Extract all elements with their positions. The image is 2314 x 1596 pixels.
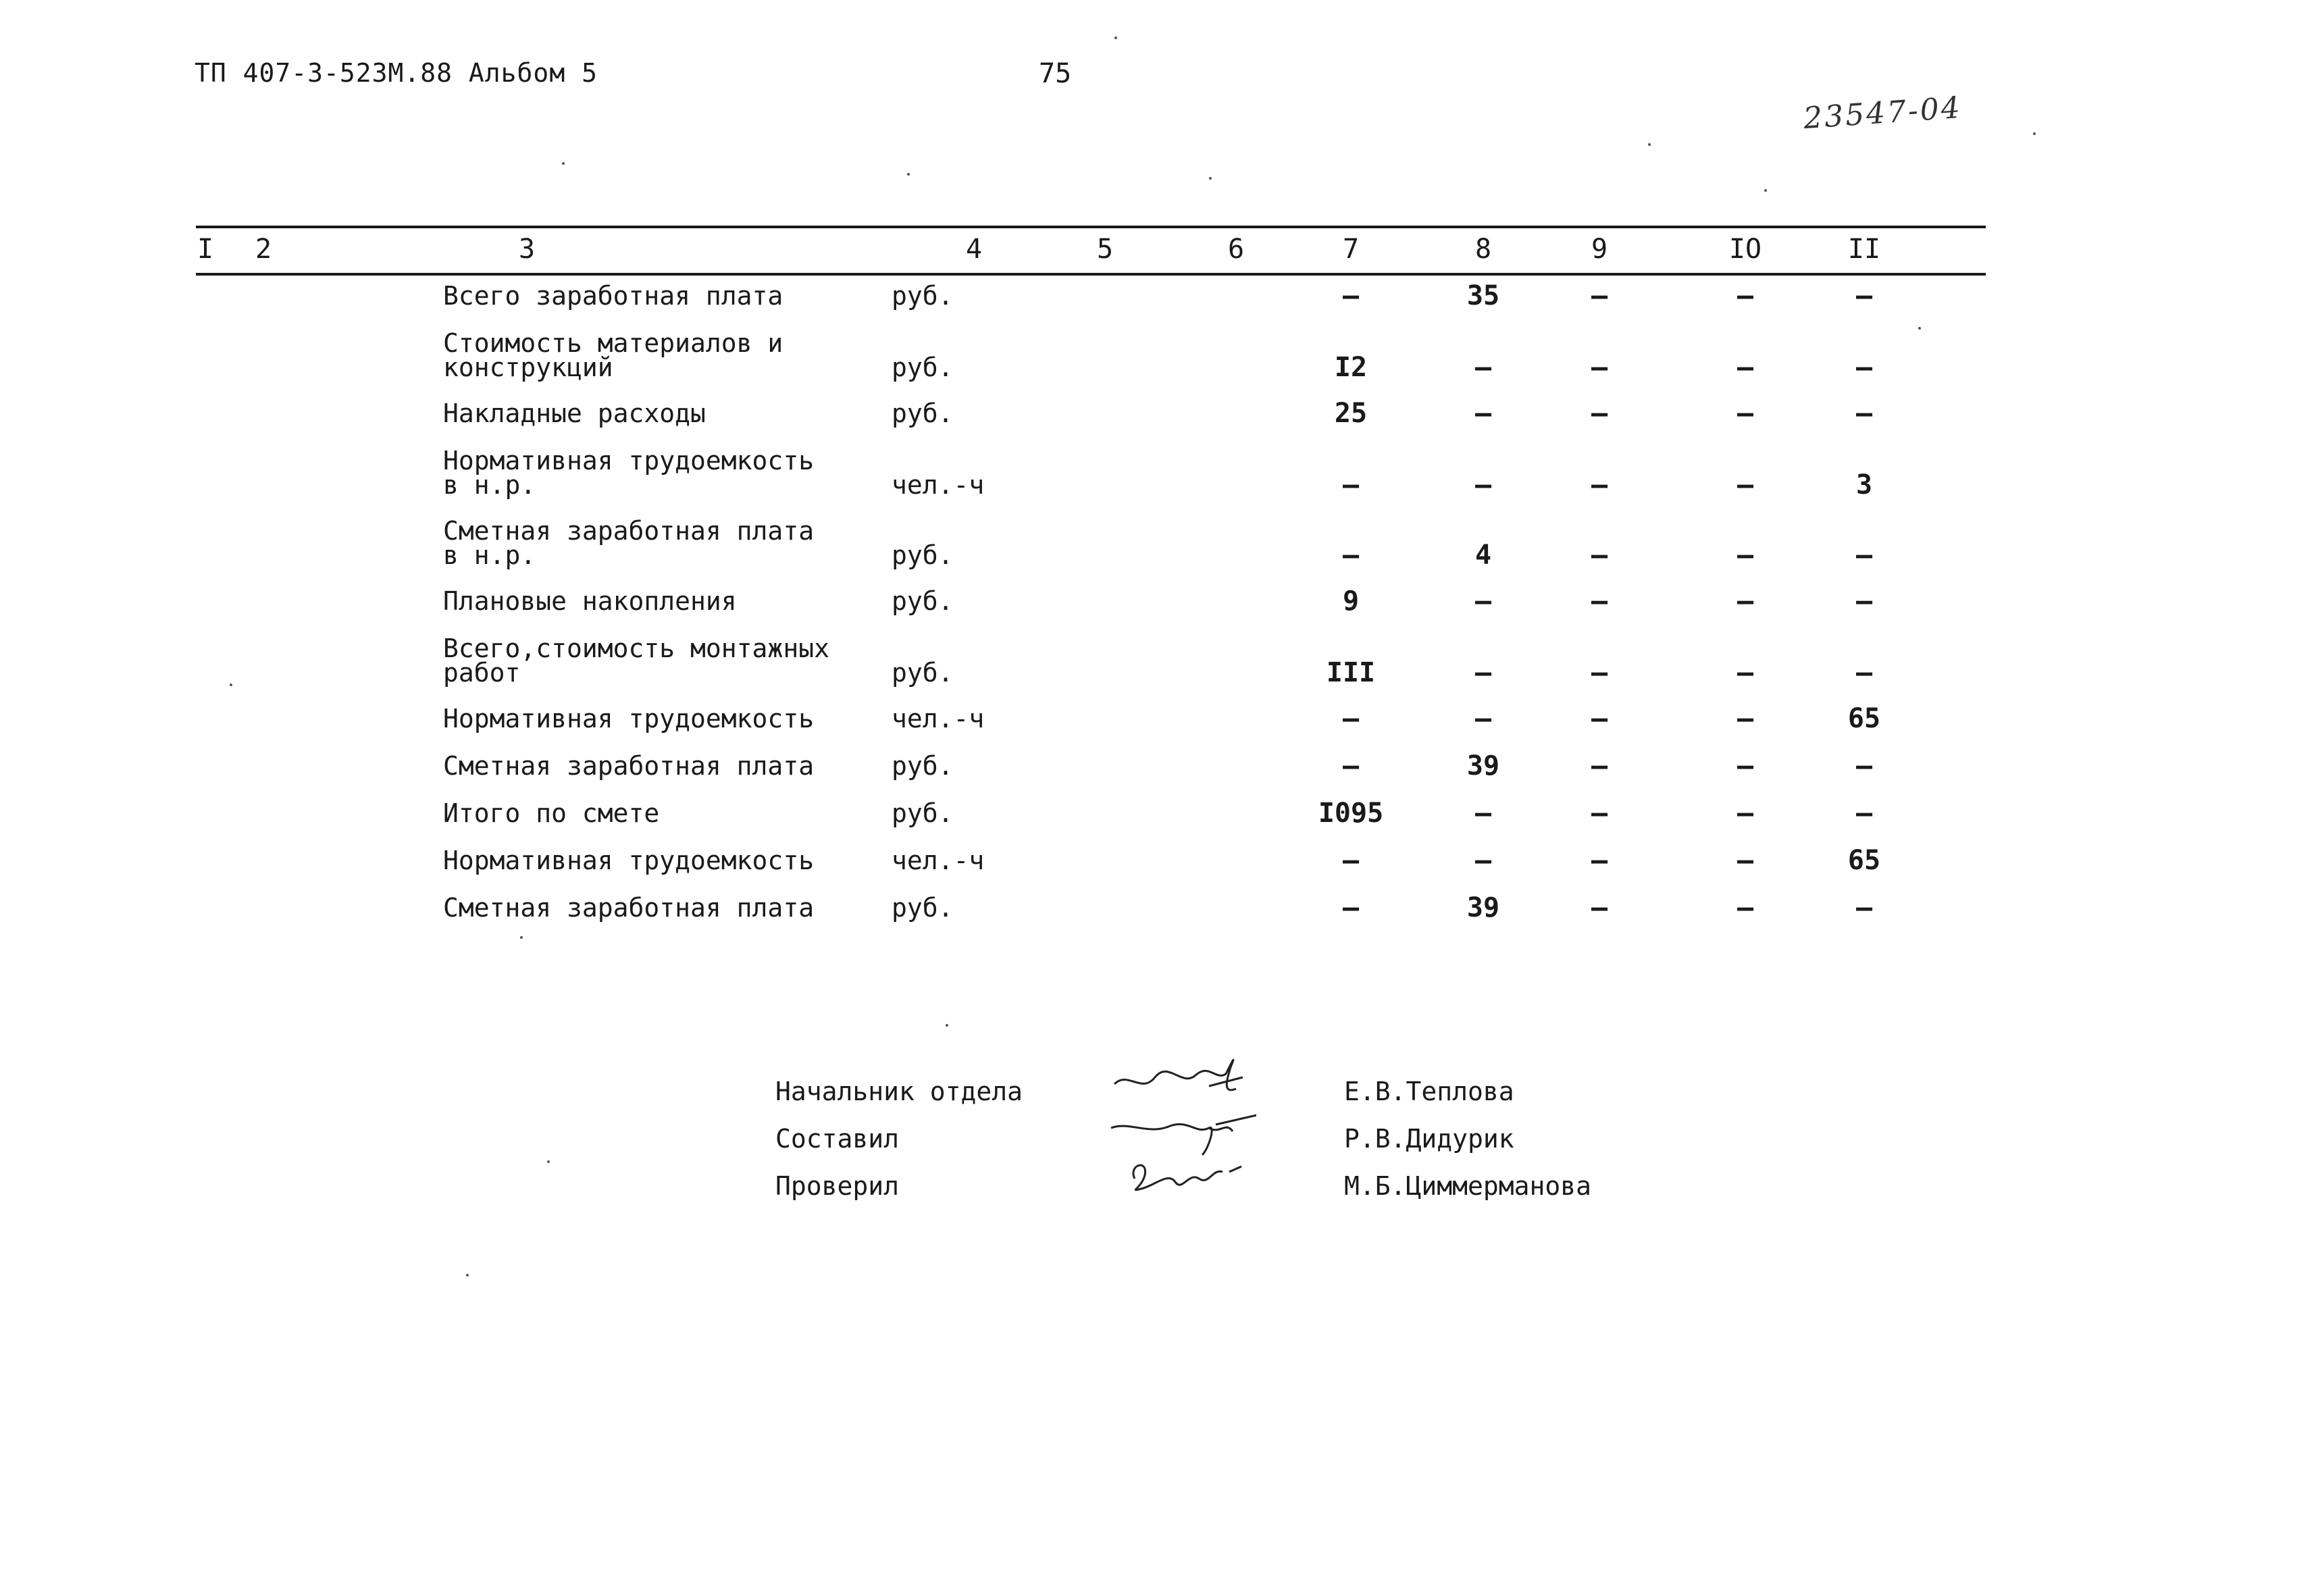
signature-name: Р.В.Дидурик xyxy=(1344,1124,1514,1154)
row-value-col-8: – xyxy=(1474,657,1492,688)
column-number-6: 6 xyxy=(1227,234,1245,265)
row-value-col-7: – xyxy=(1342,703,1360,734)
table-header-rule xyxy=(196,273,1986,276)
row-value-col-9: – xyxy=(1591,398,1608,429)
row-value-col-11: – xyxy=(1855,352,1873,383)
row-value-col-8: – xyxy=(1474,352,1492,383)
row-value-col-8: 35 xyxy=(1466,280,1500,311)
row-value-col-7: I2 xyxy=(1334,352,1368,383)
row-value-col-9: – xyxy=(1591,703,1608,734)
row-value-col-7: I095 xyxy=(1318,798,1384,829)
column-number-9: 9 xyxy=(1591,234,1608,265)
row-description: Стоимость материалов и xyxy=(443,328,783,358)
row-value-col-9: – xyxy=(1591,750,1608,781)
signature-role: Начальник отдела xyxy=(775,1077,1023,1106)
table-top-rule xyxy=(196,226,1986,228)
row-value-col-11: – xyxy=(1855,657,1873,688)
row-value-col-10: – xyxy=(1737,703,1754,734)
row-value-col-11: 65 xyxy=(1847,845,1881,876)
row-unit: руб. xyxy=(892,586,954,616)
row-unit: руб. xyxy=(892,540,954,570)
column-number-8: 8 xyxy=(1474,234,1492,265)
row-value-col-8: – xyxy=(1474,845,1492,876)
row-description: Итого по смете xyxy=(443,798,660,828)
signature-name: Е.В.Теплова xyxy=(1344,1077,1514,1106)
row-description: работ xyxy=(443,658,521,688)
row-value-col-11: – xyxy=(1855,586,1873,617)
row-value-col-9: – xyxy=(1591,657,1608,688)
row-value-col-10: – xyxy=(1737,750,1754,781)
row-description: Нормативная трудоемкость xyxy=(443,846,815,875)
row-unit: руб. xyxy=(892,658,954,688)
row-description: в н.р. xyxy=(443,470,536,500)
signature-role: Проверил xyxy=(775,1171,900,1201)
scan-speck xyxy=(946,1024,948,1027)
row-value-col-7: III xyxy=(1326,657,1376,688)
scan-speck xyxy=(562,162,565,165)
row-description: Всего заработная плата xyxy=(443,281,783,311)
row-value-col-9: – xyxy=(1591,845,1608,876)
row-value-col-7: 9 xyxy=(1342,586,1360,617)
row-value-col-8: – xyxy=(1474,703,1492,734)
signature-scribble-1 xyxy=(1108,1047,1256,1108)
document-code: ТП 407-3-523М.88 Альбом 5 xyxy=(195,58,598,88)
scan-speck xyxy=(547,1160,550,1163)
row-unit: чел.-ч xyxy=(892,704,985,733)
row-description: Всего,стоимость монтажных xyxy=(443,634,829,663)
scan-speck xyxy=(520,936,523,939)
row-value-col-7: – xyxy=(1342,892,1360,923)
scan-speck xyxy=(230,684,232,686)
column-number-7: 7 xyxy=(1342,234,1360,265)
row-description: Нормативная трудоемкость xyxy=(443,704,815,733)
row-value-col-10: – xyxy=(1737,280,1754,311)
column-number-4: 4 xyxy=(965,234,983,265)
row-value-col-11: 65 xyxy=(1847,703,1881,734)
row-value-col-7: – xyxy=(1342,845,1360,876)
scan-speck xyxy=(1114,36,1117,39)
row-value-col-9: – xyxy=(1591,798,1608,829)
scan-speck xyxy=(1764,189,1767,192)
row-unit: руб. xyxy=(892,893,954,923)
row-value-col-10: – xyxy=(1737,540,1754,571)
row-value-col-9: – xyxy=(1591,540,1608,571)
scan-speck xyxy=(466,1274,469,1277)
column-number-2: 2 xyxy=(255,234,272,265)
archive-stamp-number: 23547-04 xyxy=(1802,90,1963,136)
row-value-col-8: 39 xyxy=(1466,892,1500,923)
column-number-5: 5 xyxy=(1096,234,1114,265)
row-value-col-7: – xyxy=(1342,280,1360,311)
row-value-col-8: – xyxy=(1474,398,1492,429)
row-value-col-8: – xyxy=(1474,586,1492,617)
row-unit: руб. xyxy=(892,751,954,781)
row-value-col-7: – xyxy=(1342,469,1360,500)
scan-speck xyxy=(2033,132,2036,135)
row-description: Сметная заработная плата xyxy=(443,516,815,546)
row-value-col-8: 4 xyxy=(1474,540,1492,571)
column-number-1: I xyxy=(197,234,214,265)
row-unit: руб. xyxy=(892,281,954,311)
row-description: конструкций xyxy=(443,353,613,382)
scan-speck xyxy=(1648,143,1651,146)
signature-role: Составил xyxy=(775,1124,900,1154)
row-value-col-10: – xyxy=(1737,352,1754,383)
row-description: Накладные расходы xyxy=(443,398,706,428)
row-value-col-11: – xyxy=(1855,280,1873,311)
row-value-col-11: – xyxy=(1855,398,1873,429)
row-description: Сметная заработная плата xyxy=(443,751,815,781)
row-value-col-11: – xyxy=(1855,750,1873,781)
row-value-col-10: – xyxy=(1737,586,1754,617)
row-value-col-11: – xyxy=(1855,540,1873,571)
row-value-col-10: – xyxy=(1737,657,1754,688)
row-description: Плановые накопления xyxy=(443,586,737,616)
scan-speck xyxy=(907,173,910,176)
row-value-col-9: – xyxy=(1591,352,1608,383)
row-description: Сметная заработная плата xyxy=(443,893,815,923)
row-value-col-10: – xyxy=(1737,398,1754,429)
row-value-col-7: 25 xyxy=(1334,398,1368,429)
row-value-col-10: – xyxy=(1737,845,1754,876)
scan-speck xyxy=(1209,177,1212,180)
row-value-col-9: – xyxy=(1591,469,1608,500)
row-unit: руб. xyxy=(892,398,954,428)
row-value-col-8: – xyxy=(1474,469,1492,500)
row-value-col-7: – xyxy=(1342,540,1360,571)
page-number: 75 xyxy=(1039,58,1072,89)
row-value-col-9: – xyxy=(1591,892,1608,923)
row-unit: руб. xyxy=(892,353,954,382)
signature-name: М.Б.Циммерманова xyxy=(1344,1171,1592,1201)
row-value-col-11: – xyxy=(1855,892,1873,923)
signature-scribble-3 xyxy=(1121,1152,1256,1206)
row-value-col-9: – xyxy=(1591,586,1608,617)
row-value-col-9: – xyxy=(1591,280,1608,311)
column-number-10: IO xyxy=(1728,234,1762,265)
column-number-11: II xyxy=(1847,234,1881,265)
row-unit: руб. xyxy=(892,798,954,828)
row-description: Нормативная трудоемкость xyxy=(443,446,815,475)
row-unit: чел.-ч xyxy=(892,846,985,875)
row-description: в н.р. xyxy=(443,540,536,570)
scan-speck xyxy=(1918,327,1921,330)
row-value-col-8: 39 xyxy=(1466,750,1500,781)
row-value-col-11: 3 xyxy=(1855,469,1873,500)
row-unit: чел.-ч xyxy=(892,470,985,500)
row-value-col-11: – xyxy=(1855,798,1873,829)
row-value-col-10: – xyxy=(1737,798,1754,829)
row-value-col-10: – xyxy=(1737,892,1754,923)
row-value-col-7: – xyxy=(1342,750,1360,781)
column-number-3: 3 xyxy=(518,234,536,265)
row-value-col-8: – xyxy=(1474,798,1492,829)
row-value-col-10: – xyxy=(1737,469,1754,500)
